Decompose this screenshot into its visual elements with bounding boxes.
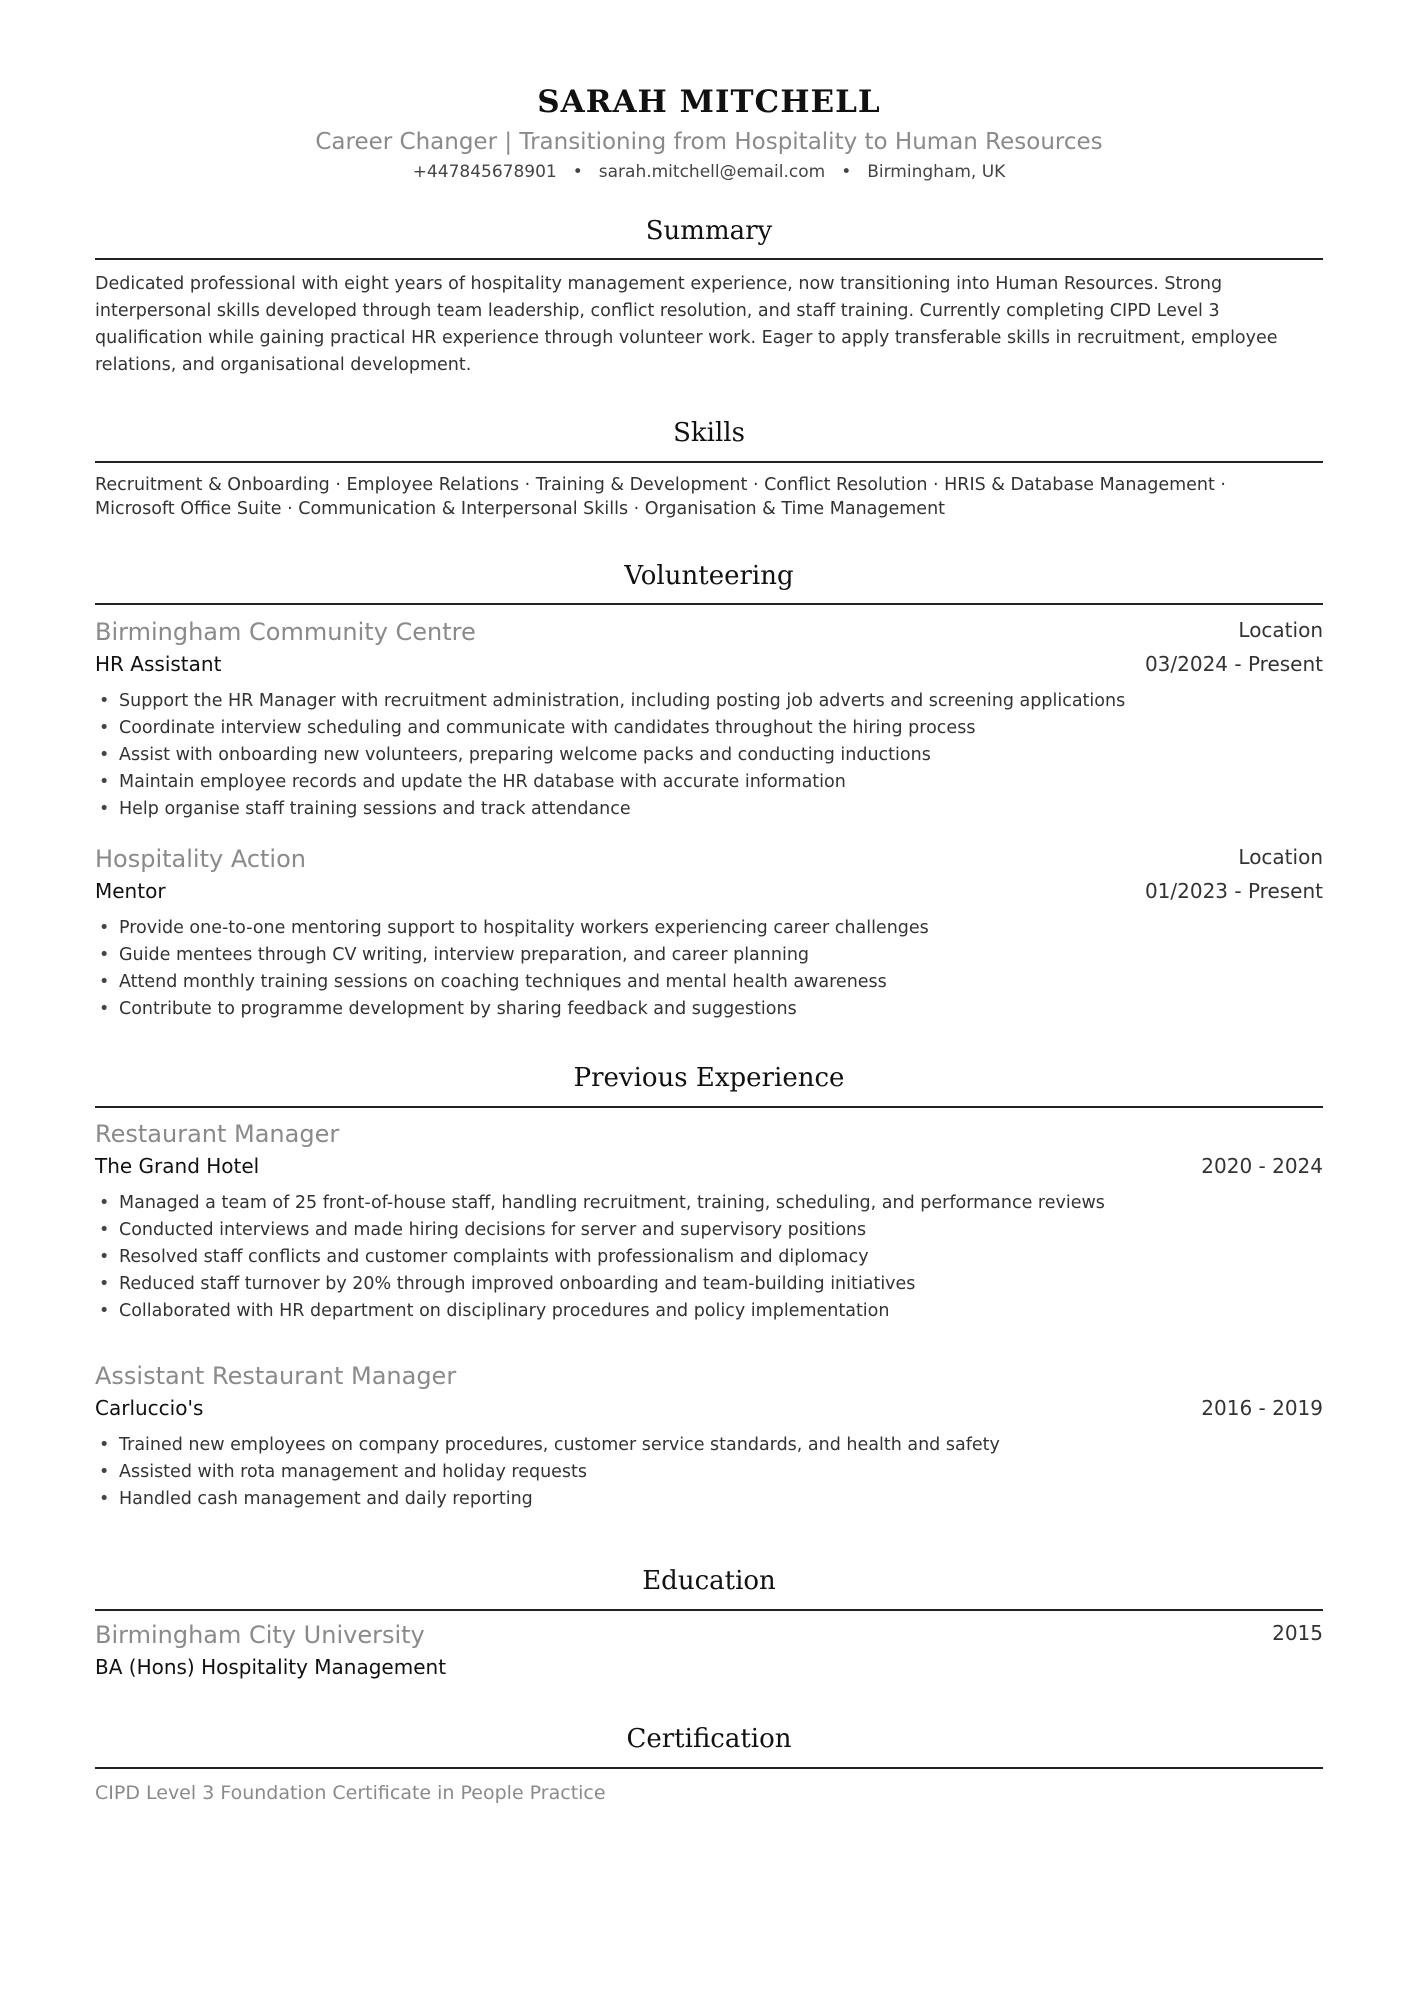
section-title-education: Education — [642, 1566, 776, 1596]
list-item: • Provide one-to-one mentoring support to hospitality workers experiencing career challenges — [119, 915, 929, 942]
section-title-certification: Certification — [626, 1724, 792, 1754]
list-item: • Support the HR Manager with recruitment administration, including posting job adverts and screening applications — [119, 688, 1125, 715]
list-item: • Coordinate interview scheduling and communicate with candidates throughout the hiring process — [119, 715, 1125, 742]
entry-dates: 01/2023 - Present — [1144, 879, 1323, 903]
entry-location: Location — [1238, 618, 1323, 642]
list-item: • Contribute to programme development by sharing feedback and suggestions — [119, 996, 929, 1023]
degree: BA (Hons) Hospitality Management — [95, 1655, 447, 1679]
volunteering-entry — [95, 618, 1323, 818]
section-title-skills: Skills — [673, 418, 745, 448]
entry-location: Location — [1238, 845, 1323, 869]
list-item: • Resolved staff conflicts and customer complaints with professionalism and diplomacy — [119, 1244, 1105, 1271]
entry-dates: 2016 - 2019 — [1201, 1396, 1323, 1420]
section-title-experience: Previous Experience — [573, 1063, 845, 1093]
bullet-list — [95, 915, 929, 1023]
bullet-list — [95, 1432, 1000, 1513]
list-item: • Conducted interviews and made hiring decisions for server and supervisory positions — [119, 1217, 1105, 1244]
experience-entry — [95, 1120, 1323, 1320]
company-name: The Grand Hotel — [95, 1154, 260, 1178]
role-title: HR Assistant — [95, 652, 222, 676]
organisation-name: Birmingham Community Centre — [95, 618, 476, 646]
skills-line: Recruitment & Onboarding · Employee Relations · Training & Development · Conflict Resolution · HRIS & Database Management · — [95, 475, 1226, 495]
section-title-volunteering: Volunteering — [624, 561, 794, 591]
list-item: • Attend monthly training sessions on coaching techniques and mental health awareness — [119, 969, 929, 996]
list-item: • Managed a team of 25 front-of-house staff, handling recruitment, training, scheduling, and performance reviews — [119, 1190, 1105, 1217]
bullet-list — [95, 688, 1125, 823]
entry-dates: 03/2024 - Present — [1144, 652, 1323, 676]
list-item: • Handled cash management and daily reporting — [119, 1486, 1000, 1513]
list-item: • Guide mentees through CV writing, interview preparation, and career planning — [119, 942, 929, 969]
company-name: Carluccio's — [95, 1396, 204, 1420]
list-item: • Reduced staff turnover by 20% through improved onboarding and team-building initiatives — [119, 1271, 1105, 1298]
section-divider — [95, 1106, 1323, 1108]
section-title-summary: Summary — [645, 216, 773, 246]
graduation-year: 2015 — [1272, 1621, 1323, 1645]
email[interactable]: sarah.mitchell@email.com — [598, 162, 826, 182]
summary-text: Dedicated professional with eight years of hospitality management experience, now transitioning into Human Resources. Strong interpersonal skills developed through team leadership, conflict resolution, and staff training. Currently completing CIPD Level 3 qualification while gaining practical HR experience through volunteer work. Eager to apply transferable skills in recruitment, employee relations, and organisational development. — [95, 274, 1278, 375]
phone[interactable]: +447845678901 — [412, 162, 557, 182]
organisation-name: Hospitality Action — [95, 845, 306, 873]
entry-dates: 2020 - 2024 — [1201, 1154, 1323, 1178]
contact-line — [95, 162, 1323, 182]
list-item: • Collaborated with HR department on disciplinary procedures and policy implementation — [119, 1298, 1105, 1325]
section-divider — [95, 603, 1323, 605]
experience-entry — [95, 1362, 1323, 1522]
section-divider — [95, 1767, 1323, 1769]
list-item: • Assisted with rota management and holiday requests — [119, 1459, 1000, 1486]
skills-list — [95, 473, 1323, 521]
volunteering-entry — [95, 845, 1323, 1025]
section-divider — [95, 258, 1323, 260]
role-title: Mentor — [95, 879, 166, 903]
certification-item: CIPD Level 3 Foundation Certificate in People Practice — [95, 1782, 606, 1804]
location: Birmingham, UK — [867, 162, 1006, 182]
skills-line: Microsoft Office Suite · Communication & Interpersonal Skills · Organisation & Time Management — [95, 499, 946, 519]
list-item: • Assist with onboarding new volunteers, preparing welcome packs and conducting inductions — [119, 742, 1125, 769]
separator-dot: • — [841, 162, 852, 182]
separator-dot: • — [572, 162, 583, 182]
position-title: Restaurant Manager — [95, 1120, 340, 1148]
section-divider — [95, 461, 1323, 463]
list-item: • Maintain employee records and update the HR database with accurate information — [119, 769, 1125, 796]
list-item: • Trained new employees on company procedures, customer service standards, and health and safety — [119, 1432, 1000, 1459]
bullet-list — [95, 1190, 1105, 1325]
institution-name: Birmingham City University — [95, 1621, 425, 1649]
candidate-name: SARAH MITCHELL — [537, 84, 881, 120]
headline: Career Changer | Transitioning from Hospitality to Human Resources — [315, 129, 1103, 155]
education-entry — [95, 1621, 1323, 1691]
position-title: Assistant Restaurant Manager — [95, 1362, 457, 1390]
section-divider — [95, 1609, 1323, 1611]
list-item: • Help organise staff training sessions and track attendance — [119, 796, 1125, 823]
